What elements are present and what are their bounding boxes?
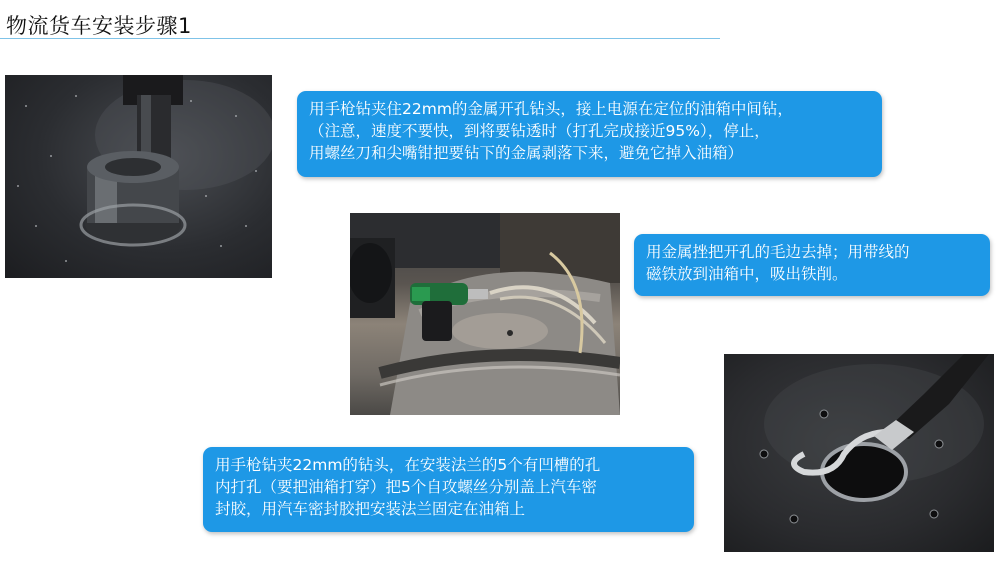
callout-text-line: 用手枪钻夹22mm的钻头，在安装法兰的5个有凹槽的孔 bbox=[215, 456, 601, 474]
callout-text-line: 磁铁放到油箱中，吸出铁削。 bbox=[646, 265, 848, 283]
slide-title: 物流货车安装步骤1 bbox=[6, 14, 192, 38]
callout-text-line: 用螺丝刀和尖嘴钳把要钻下的金属剥落下来，避免它掉入油箱） bbox=[309, 144, 744, 162]
callout-text-line: 用手枪钻夹住22mm的金属开孔钻头，接上电源在定位的油箱中间钻， bbox=[309, 100, 793, 118]
photo-deburred-hole bbox=[724, 354, 994, 552]
photo-fuel-tank-drill bbox=[350, 213, 620, 415]
callout-step-drill-hole bbox=[297, 91, 882, 177]
callout-text-line: 内打孔（要把油箱打穿）把5个自攻螺丝分别盖上汽车密 bbox=[215, 478, 597, 496]
callout-text-line: 封胶，用汽车密封胶把安装法兰固定在油箱上 bbox=[215, 500, 526, 518]
drilled-hole-illustration bbox=[724, 354, 994, 552]
callout-step-deburr bbox=[634, 234, 990, 296]
title-divider bbox=[0, 38, 720, 39]
photo-hole-saw-drilling bbox=[5, 75, 272, 278]
callout-text-line: 用金属挫把开孔的毛边去掉；用带线的 bbox=[646, 243, 910, 261]
callout-step-flange bbox=[203, 447, 694, 532]
fuel-tank-illustration bbox=[350, 213, 620, 415]
callout-text-line: （注意，速度不要快，到将要钻透时（打孔完成接近95%），停止， bbox=[309, 122, 770, 140]
hole-saw-illustration bbox=[5, 75, 272, 278]
